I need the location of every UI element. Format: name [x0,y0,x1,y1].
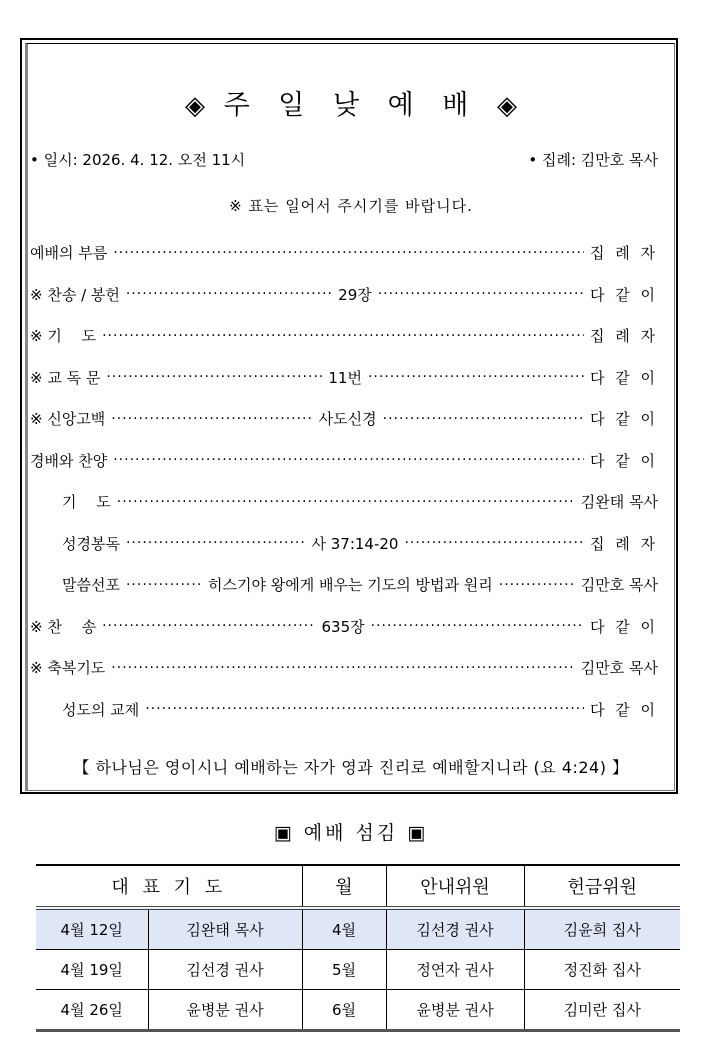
order-item-label: ※ 찬송 / 봉헌 [30,285,120,304]
order-item [30,315,658,357]
order-item-leader: 다 같 이 [589,700,658,719]
cell-usher: 정연자 권사 [386,950,524,990]
dot-leader [113,244,584,262]
dot-leader [145,700,584,718]
duty-table-header [36,865,680,908]
order-item-leader: 김만호 목사 [580,659,658,678]
order-item-label: ※ 축복기도 [30,659,106,678]
order-item [30,398,658,440]
order-item [30,523,658,565]
cell-month: 5월 [302,950,386,990]
dot-leader [111,410,312,428]
order-item-label: ※ 신앙고백 [30,410,106,429]
dot-leader [126,576,202,594]
cell-usher: 윤병분 권사 [386,990,524,1031]
duty-table-row [36,990,680,1031]
cell-prayer: 김선경 권사 [148,950,302,990]
dot-leader [371,617,584,635]
duty-title: ▣ 예배 섬김 ▣ [273,822,429,844]
cell-date: 4월 26일 [36,990,148,1031]
cell-date: 4월 19일 [36,950,148,990]
order-item-detail: 635장 [321,617,365,636]
dot-leader [113,451,584,469]
cell-month: 4월 [302,908,386,950]
order-item-label: 성경봉독 [62,534,120,553]
dot-leader [102,327,584,345]
order-item-leader: 다 같 이 [590,285,659,304]
diamond-icon: ◈ [496,91,517,121]
order-item-leader: 다 같 이 [589,368,658,387]
dot-leader [111,659,574,677]
order-item-detail: 29장 [338,285,372,304]
header-month: 월 [302,865,386,908]
order-item-detail: 11번 [328,368,362,387]
dot-leader [404,534,584,552]
order-item [30,232,658,274]
dot-leader [117,493,575,511]
order-item-label: 말씀선포 [62,576,120,595]
order-item [30,274,658,316]
cell-usher: 김선경 권사 [386,908,524,950]
order-item [30,481,658,523]
duty-table-row [36,908,680,950]
order-item-leader: 다 같 이 [590,617,659,636]
diamond-icon: ◈ [185,91,206,121]
header-offering: 헌금위원 [524,865,680,908]
dot-leader [126,534,306,552]
order-item [30,357,658,399]
order-item-detail: 히스기야 왕에게 배우는 기도의 방법과 원리 [208,576,493,595]
dot-leader [106,368,322,386]
order-item [30,647,658,689]
order-item-leader: 다 같 이 [589,451,658,470]
service-meta [30,149,658,170]
order-item-detail: 사 37:14-20 [311,534,399,553]
order-item-label: 예배의 부름 [30,244,108,263]
cell-month: 6월 [302,990,386,1031]
cell-offering: 정진화 집사 [524,950,680,990]
order-item-leader: 김만호 목사 [580,576,659,595]
order-item [30,606,658,648]
service-title-text: 주 일 낮 예 배 [223,90,479,121]
service-title [0,83,702,122]
service-presider: • 집례: 김만호 목사 [528,151,658,169]
order-item-detail: 사도신경 [318,410,377,429]
order-item-leader: 다 같 이 [589,410,658,429]
duty-table-row [36,950,680,990]
cell-offering: 김윤희 집사 [524,908,680,950]
order-item [30,564,658,606]
order-item [30,440,658,482]
standing-notice: ※ 표는 일어서 주시기를 바랍니다. [229,197,473,215]
order-item-label: ※ 기 도 [30,327,97,346]
dot-leader [102,617,315,635]
service-datetime: • 일시: 2026. 4. 12. 오전 11시 [30,151,246,169]
order-item [30,689,658,731]
order-item-label: ※ 찬 송 [30,617,97,636]
scripture-verse: 【 하나님은 영이시니 예배하는 자가 영과 진리로 예배할지니라 (요 4:24) 】 [73,758,629,777]
dot-leader [126,285,332,303]
dot-leader [378,285,584,303]
order-item-leader: 집 례 자 [590,534,659,553]
dot-leader [383,410,584,428]
order-item-label: 기 도 [62,493,111,512]
dot-leader [368,368,584,386]
order-item-leader: 집 례 자 [589,244,658,263]
cell-offering: 김미란 집사 [524,990,680,1031]
cell-date: 4월 12일 [36,908,148,950]
order-item-label: 성도의 교제 [62,700,140,719]
header-prayer: 대 표 기 도 [36,865,302,908]
order-item-label: 경배와 찬양 [30,451,108,470]
order-item-leader: 집 례 자 [589,327,658,346]
cell-prayer: 윤병분 권사 [148,990,302,1031]
header-usher: 안내위원 [386,865,524,908]
dot-leader [499,576,575,594]
order-item-label: ※ 교 독 문 [30,368,101,387]
order-item-leader: 김완태 목사 [580,493,658,512]
order-of-worship [30,232,658,730]
cell-prayer: 김완태 목사 [148,908,302,950]
duty-table [36,864,680,1032]
